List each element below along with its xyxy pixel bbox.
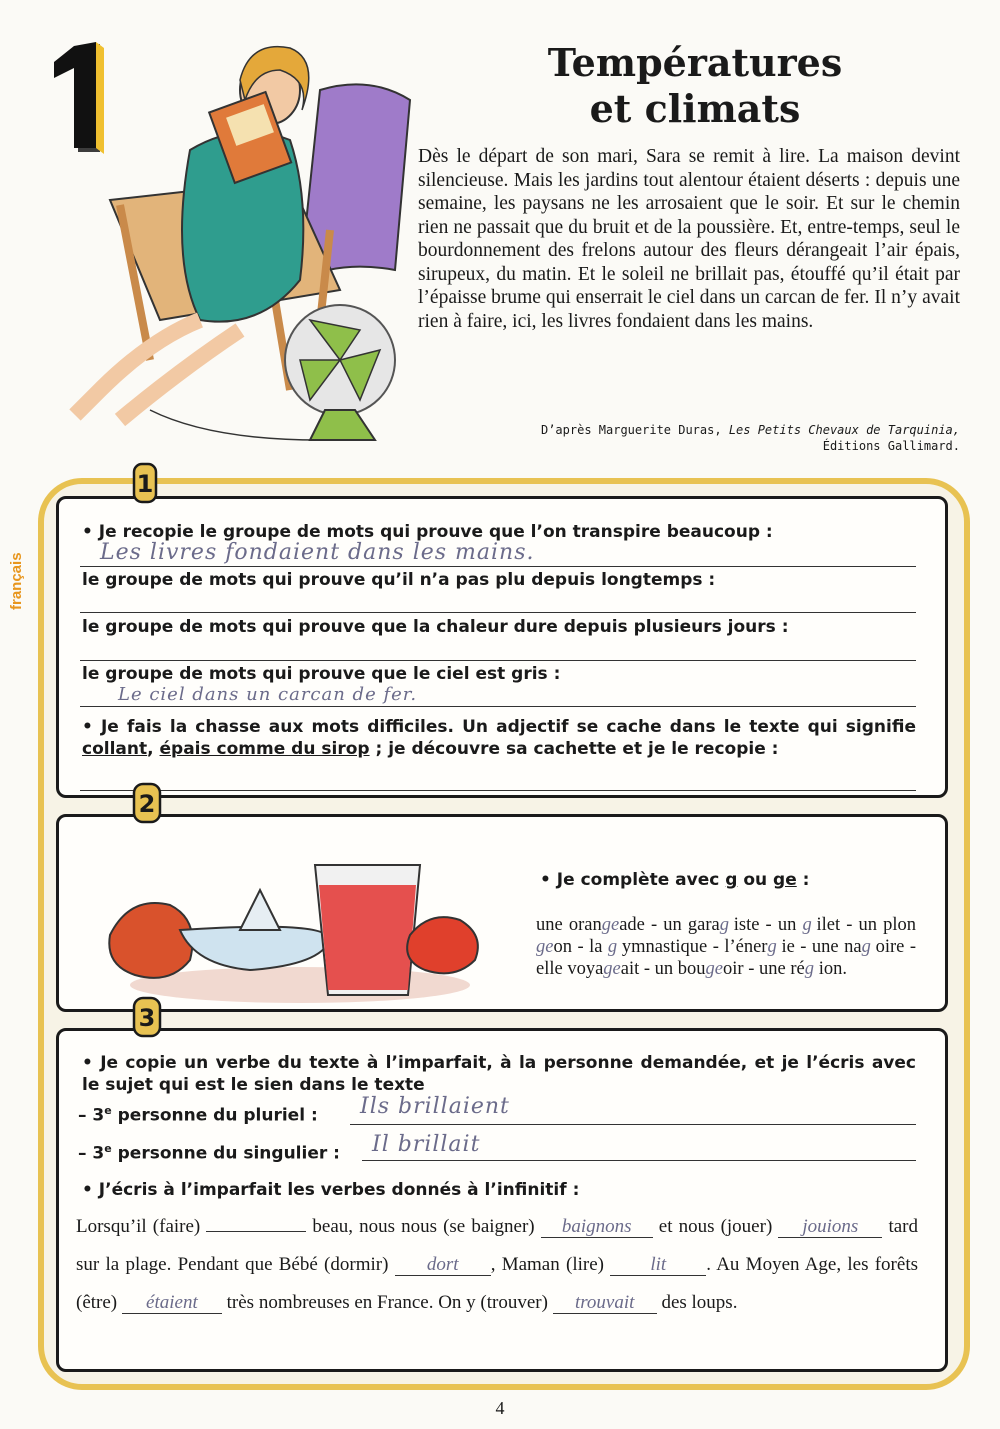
fill-slot[interactable]: g — [861, 937, 871, 957]
fill-slot[interactable]: ge — [603, 959, 621, 979]
orange-juice-illustration — [100, 850, 490, 1010]
credit-work: Les Petits Chevaux de Tarquinia, — [728, 423, 960, 437]
page-title — [500, 40, 890, 132]
answer-line-1-3[interactable] — [80, 660, 916, 661]
fill-slot[interactable]: ge — [705, 959, 724, 979]
badge-2-number: 2 — [138, 790, 156, 818]
imparfait-exercise-text: Lorsqu’il (faire) beau, nous nous (se baigner) baignons et nous (jouer) jouions tard sur la plage. Pendant que Bébé (dormir) dort , Maman (lire) lit . Au Moyen Age, les forêts (être) étaient très nombreuses en France. On y (trouver) trouvait des loups. — [76, 1216, 918, 1313]
credit-publisher: Éditions Gallimard. — [822, 439, 960, 453]
answer-1-4[interactable]: Le ciel dans un carcan de fer. — [118, 684, 418, 705]
answer-line-plural — [350, 1124, 916, 1125]
badge-3-number: 3 — [138, 1004, 156, 1032]
question-3-1: • Je copie un verbe du texte à l’imparfait, à la personne demandée, et je l’écris avec le sujet qui est le sien dans le texte — [82, 1053, 916, 1095]
plural-answer[interactable]: Ils brillaient — [360, 1094, 510, 1119]
verb-blank-dormir[interactable]: dort — [395, 1255, 491, 1276]
fill-slot[interactable]: ge — [601, 915, 620, 935]
credit-prefix: D’après Marguerite Duras, — [540, 423, 729, 437]
title-line-1: Températures — [547, 40, 843, 85]
answer-line-1-4 — [80, 706, 916, 707]
question-2-1: • Je complète avec g ou ge : — [540, 870, 810, 890]
singular-answer[interactable]: Il brillait — [372, 1132, 481, 1157]
title-line-2: et climats — [589, 86, 801, 131]
question-1-1: • Je recopie le groupe de mots qui prouve que l’on transpire beaucoup : — [82, 522, 773, 542]
fill-slot[interactable]: g — [804, 959, 814, 979]
plural-label: – 3e personne du pluriel : — [78, 1104, 318, 1126]
page-number: 4 — [495, 1398, 505, 1418]
subject-side-label: français — [8, 552, 25, 610]
fill-slot[interactable]: g — [607, 937, 618, 957]
answer-line-1-5[interactable] — [80, 790, 916, 791]
exercise-badge-2 — [130, 782, 164, 824]
question-1-5: • Je fais la chasse aux mots difficiles. Un adjectif se cache dans le texte qui signifie collant, épais comme du sirop ; je découvre sa cachette et je le recopie : — [82, 717, 916, 759]
source-credit — [440, 422, 960, 454]
story-text: Dès le départ de son mari, Sara se remit à lire. La maison devint silencieuse. Mais les jardins tout alentour étaient déserts : depuis une semaine, les paysans ne les arrosaient que le soir. Et sur le chemin rien ne passait que du bruit et de la poussière. Et, entre-temps, seul le bourdonnement des frelons autour des fleurs dérangeait l’air épais, sirupeux, du matin. Et le soleil ne brillait pas, étouffé qu’il était par l’épaisse brume qui enserrait le ciel dans un carcan de fer. Il n’y avait rien à faire, ici, les livres fondaient dans les mains. — [418, 146, 960, 332]
answer-line-singular — [362, 1160, 916, 1161]
exercise-badge-3 — [130, 996, 164, 1038]
verb-blank-jouer[interactable]: jouions — [778, 1217, 882, 1238]
woman-reading-illustration — [40, 30, 420, 450]
answer-line-1-2[interactable] — [80, 612, 916, 613]
fill-slot[interactable]: ge — [536, 937, 554, 957]
singular-label: – 3e personne du singulier : — [78, 1142, 340, 1164]
badge-1-number: 1 — [136, 470, 154, 498]
verb-blank-lire[interactable]: lit — [610, 1255, 706, 1276]
question-1-3: le groupe de mots qui prouve que la chaleur dure depuis plusieurs jours : — [82, 617, 789, 637]
question-3-2: • J’écris à l’imparfait les verbes donnés à l’infinitif : — [82, 1180, 580, 1200]
fill-slot[interactable]: g — [802, 915, 812, 935]
verb-blank-trouver[interactable]: trouvait — [553, 1293, 657, 1314]
verb-blank-etre[interactable]: étaient — [122, 1293, 222, 1314]
fill-slot[interactable]: g — [719, 915, 729, 935]
exercise-badge-1 — [128, 462, 162, 504]
question-1-2: le groupe de mots qui prouve qu’il n’a pas plu depuis longtemps : — [82, 570, 716, 590]
verb-blank-faire[interactable] — [206, 1231, 306, 1232]
fill-slot[interactable]: g — [767, 937, 777, 957]
answer-line-1-1 — [80, 566, 916, 567]
g-ge-fill-text: une orangeade - un garag iste - un g ilet - un plongeon - la g ymnastique - l’énerg ie - une nag oire - elle voyageait - un bougeoir - une rég ion. — [536, 915, 917, 979]
question-1-4: le groupe de mots qui prouve que le ciel est gris : — [82, 664, 561, 684]
verb-blank-se-baigner[interactable]: baignons — [541, 1217, 653, 1238]
answer-1-1[interactable]: Les livres fondaient dans les mains. — [100, 540, 535, 565]
